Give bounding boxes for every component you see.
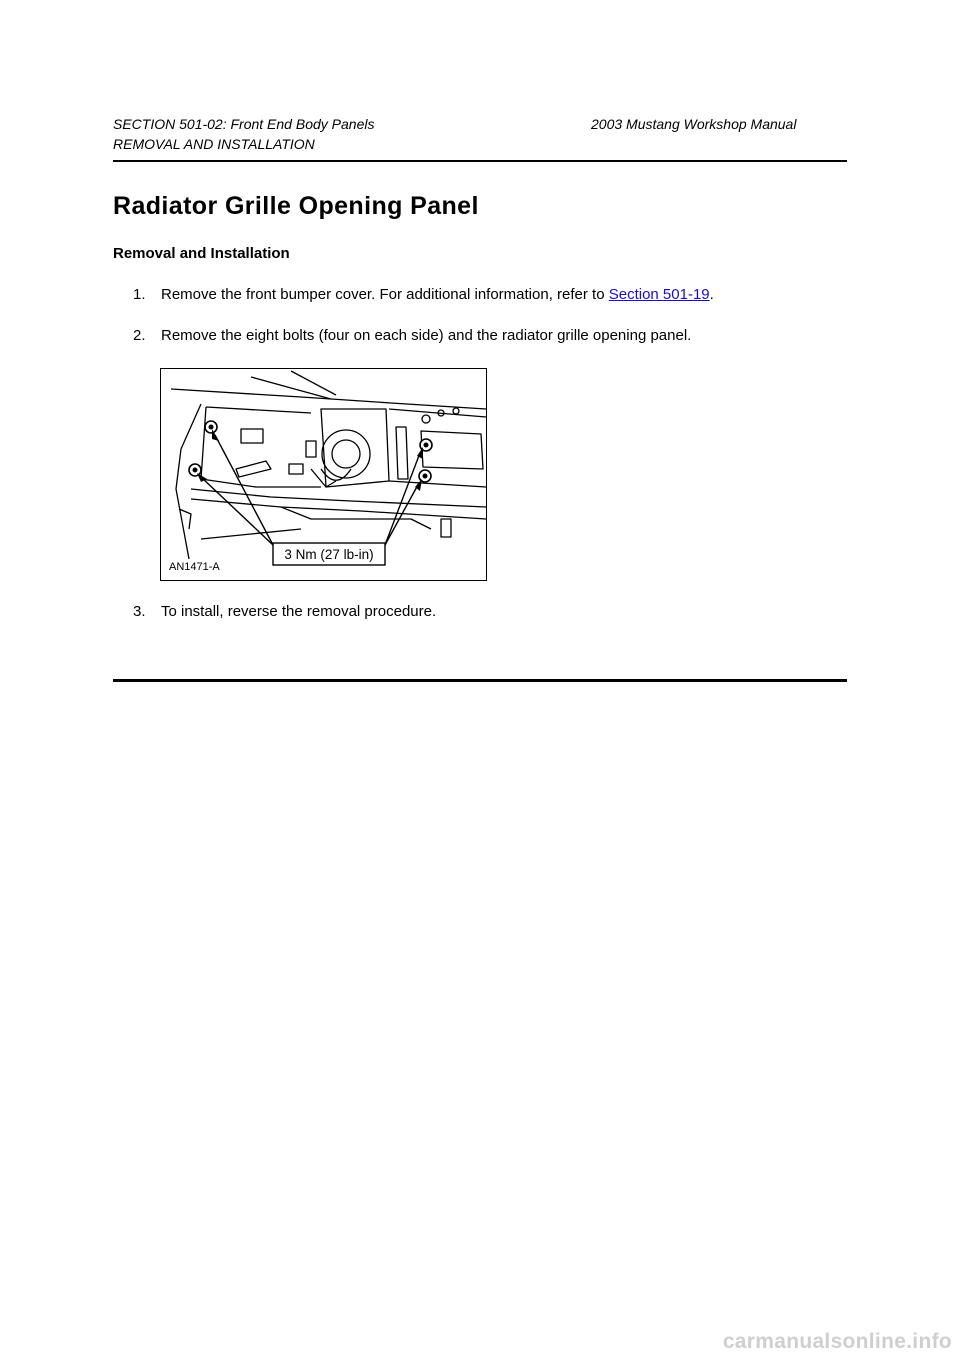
procedure-heading: Removal and Installation [113, 245, 290, 262]
step-text: Remove the eight bolts (four on each side) and the radiator grille opening panel. [161, 327, 692, 344]
step-text: To install, reverse the removal procedure. [161, 603, 437, 620]
step-number: 3. [133, 603, 146, 620]
page-title: Radiator Grille Opening Panel [113, 192, 479, 220]
step-number: 2. [133, 327, 146, 344]
torque-spec-label: 3 Nm (27 lb-in) [284, 547, 374, 562]
section-501-19-link[interactable]: Section 501-19 [608, 286, 710, 303]
header-section-title: SECTION 501-02: Front End Body Panels [113, 116, 375, 132]
step-number: 1. [133, 286, 146, 303]
header-subsection: REMOVAL AND INSTALLATION [113, 136, 315, 152]
site-watermark: carmanualsonline.info [722, 1330, 952, 1353]
footer-rule [113, 679, 847, 682]
step-text: Remove the front bumper cover. For additional information, refer to Section 501-19. [161, 286, 714, 303]
header-rule [113, 160, 847, 162]
grille-panel-illustration [160, 368, 487, 581]
header-manual-title: 2003 Mustang Workshop Manual [591, 116, 797, 132]
figure-id-label: AN1471-A [169, 561, 220, 573]
